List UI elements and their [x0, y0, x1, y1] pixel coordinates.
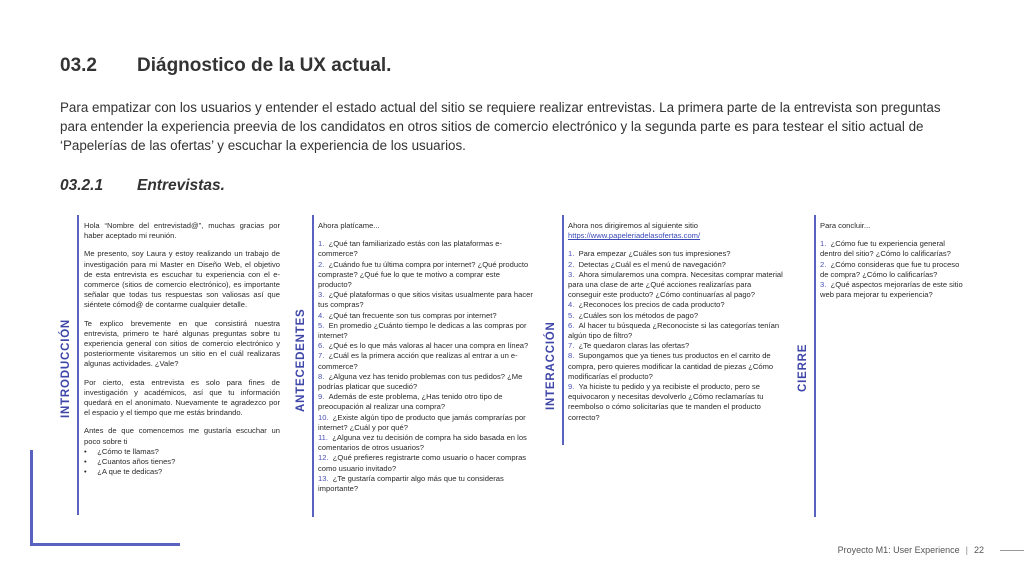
antecedentes-column [318, 221, 533, 494]
question-item [568, 300, 783, 310]
question-item [318, 474, 533, 494]
question-number: 6. [318, 341, 325, 351]
question-number: 3. [568, 269, 575, 279]
question-item [568, 311, 783, 321]
question-text: En promedio ¿Cuánto tiempo le dedicas a las compras por internet? [318, 320, 527, 341]
question-number: 2. [318, 259, 325, 269]
question-number: 5. [318, 320, 325, 330]
question-number: 4. [568, 300, 575, 310]
interaccion-heading: Ahora nos dirigiremos al siguiente sitio https://www.papeleriadelasofertas.com/ [568, 221, 701, 241]
question-number: 3. [820, 280, 827, 290]
cierre-heading: Para concluir... [820, 221, 871, 230]
introduccion-paragraph: Me presento, soy Laura y estoy realizando un trabajo de investigación para mi Master en Diseño Web, el objetivo de esta entrevista es escuchar tu experiencia con el e-commerce (sitios de comercio electrónico), es importante señalar que todas tus respuestas son valiosas así que siéntete cómod@ de contarme cualquier detalle. [84, 249, 280, 310]
introduccion-paragraph: Antes de que comencemos me gustaría escuchar un poco sobre ti [84, 426, 280, 446]
introduccion-column [84, 221, 280, 477]
question-item [820, 260, 968, 280]
footer-line [1000, 550, 1024, 551]
question-item [568, 382, 783, 423]
question-text: Ya hiciste tu pedido y ya recibiste el producto, pero se equivocaron y necesitas devolverlo ¿Cómo reclamarías tu reembolso o cómo solicitarías que te manden el producto correcto? [568, 382, 764, 422]
question-text: ¿Cómo consideras que fue tu proceso de compra? ¿Cómo lo calificarías? [820, 259, 960, 279]
question-text: ¿Qué tan frecuente son tus compras por internet? [328, 310, 497, 320]
bullet-dot-icon: • [84, 446, 87, 456]
question-item [568, 321, 783, 341]
question-item [318, 260, 533, 291]
question-text: ¿Qué aspectos mejorarías de este sitio web para mejorar tu experiencia? [820, 280, 963, 300]
antecedentes-heading: Ahora platícame... [318, 221, 380, 230]
question-number: 10. [318, 412, 329, 422]
question-text: ¿Qué plataformas o que sitios visitas usualmente para hacer tus compras? [318, 290, 533, 310]
introduccion-paragraph: Por cierto, esta entrevista es solo para fines de investigación y académicos, así que tu información quedará en el anonimato. Nuevamente te agradezco por el espacio y el tiempo que me estás brindando. [84, 377, 280, 418]
introduccion-bullets [84, 447, 280, 478]
question-number: 9. [568, 382, 575, 392]
question-text: ¿Qué es lo que más valoras al hacer una compra en línea? [328, 341, 529, 351]
question-number: 7. [568, 341, 575, 351]
question-item [820, 280, 968, 300]
antecedentes-divider [312, 215, 314, 517]
question-text: Para empezar ¿Cuáles son tus impresiones? [578, 249, 731, 259]
antecedentes-list [318, 239, 533, 494]
intro-paragraph: Para empatizar con los usuarios y entender el estado actual del sitio se requiere realizar entrevistas. La primera parte de la entrevista son preguntas para entender la experiencia preevia de los candidatos en otros sitios de comercio electrónico y la segunda parte es para testear el sitio actual de ‘Papelerías de las ofertas’ y escuchar la experiencia de los usuarios. [60, 100, 941, 153]
question-number: 5. [568, 310, 575, 320]
interaccion-label: INTERACCIÓN [545, 321, 557, 410]
question-item [318, 413, 533, 433]
cierre-list [820, 239, 968, 300]
question-text: ¿Alguna vez has tenido problemas con tus pedidos? ¿Me podrías platicar que sucedió? [318, 371, 523, 392]
footer [838, 545, 984, 555]
question-number: 2. [568, 259, 575, 269]
question-text: Ahora simularemos una compra. Necesitas comprar material para una clase de arte ¿Qué acciones realizarías para conseguir este producto? ¿Cómo continuarías al pago? [568, 269, 783, 300]
question-item [318, 351, 533, 371]
question-number: 2. [820, 259, 827, 269]
introduccion-label: INTRODUCCIÓN [60, 318, 72, 418]
subsection-title: Entrevistas. [137, 177, 225, 194]
corner-horizontal-line [30, 543, 180, 546]
question-item [568, 341, 783, 351]
question-number: 1. [318, 239, 325, 249]
question-item [568, 249, 783, 259]
footer-page-number: 22 [973, 545, 984, 555]
question-text: ¿Reconoces los precios de cada producto? [578, 300, 725, 310]
question-number: 6. [568, 320, 575, 330]
question-text: Supongamos que ya tienes tus productos en el carrito de compra, pero quieres modificar la cantidad de piezas ¿Cómo modificarías el producto? [568, 351, 774, 381]
bullet-item: • ¿Cómo te llamas? [84, 446, 159, 456]
question-item [318, 392, 533, 412]
cierre-label: CIERRE [797, 343, 809, 392]
question-number: 8. [568, 351, 575, 361]
question-number: 7. [318, 351, 325, 361]
footer-project: Proyecto M1: User Experience [837, 545, 960, 555]
question-text: Detectas ¿Cuál es el menú de navegación? [578, 259, 726, 269]
introduccion-divider [77, 215, 79, 515]
question-text: ¿Qué tan familiarizado estás con las plataformas e-commerce? [318, 239, 503, 259]
question-text: ¿Cómo fue tu experiencia general dentro del sitio? ¿Cómo lo calificarías? [820, 239, 951, 259]
question-item [568, 260, 783, 270]
section-title: Diágnostico de la UX actual. [137, 55, 392, 76]
introduccion-paragraph: Te explico brevemente en que consistirá nuestra entrevista, primero te haré algunas preguntas sobre tu experiencia general con sitios de comercio electrónico y posteriormente visitaremos un sitio en el cuál realizaras algunas actividades. ¿Vale? [84, 318, 280, 369]
question-item [318, 290, 533, 310]
question-number: 1. [820, 239, 827, 249]
question-number: 11. [318, 433, 328, 443]
question-item [318, 453, 533, 473]
question-text: ¿Te quedaron claras las ofertas? [578, 341, 690, 351]
question-text: ¿Cuándo fue tu última compra por internet? ¿Qué producto compraste? ¿Qué fue lo que te motivo a comprar este producto? [318, 259, 529, 290]
question-text: ¿Cuáles son los métodos de pago? [578, 310, 699, 320]
question-item [318, 341, 533, 351]
question-text: Al hacer tu búsqueda ¿Reconociste si las categorías tenían algún tipo de filtro? [568, 320, 780, 341]
question-number: 4. [318, 310, 325, 320]
question-number: 9. [318, 392, 325, 402]
site-link[interactable]: https://www.papeleriadelasofertas.com/ [568, 231, 701, 241]
antecedentes-label: ANTECEDENTES [295, 308, 307, 412]
question-number: 13. [318, 473, 329, 483]
cierre-column [820, 221, 968, 300]
question-item [318, 239, 533, 259]
subsection-number: 03.2.1 [60, 177, 104, 194]
footer-separator: | [965, 545, 968, 555]
bullet-item: • ¿Cuantos años tienes? [84, 457, 176, 467]
question-item [318, 372, 533, 392]
interaccion-divider [562, 215, 564, 445]
interaccion-column [568, 221, 783, 423]
question-number: 1. [568, 249, 575, 259]
question-text: Además de este problema, ¿Has tenido otro tipo de preocupación al realizar una compra? [318, 392, 503, 412]
question-item [318, 433, 533, 453]
question-text: ¿Qué prefieres registrarte como usuario o hacer compras como usuario invitado? [318, 453, 527, 473]
question-item [568, 351, 783, 382]
question-number: 3. [318, 290, 325, 300]
bullet-dot-icon: • [84, 457, 87, 467]
bullet-dot-icon: • [84, 467, 87, 477]
question-number: 8. [318, 371, 325, 381]
question-text: ¿Existe algún tipo de producto que jamás comprarías por internet? ¿Cuál y por qué? [318, 412, 526, 432]
question-item [568, 270, 783, 301]
question-item [318, 311, 533, 321]
corner-vertical-line [30, 450, 33, 546]
cierre-divider [814, 215, 816, 517]
question-item [820, 239, 968, 259]
bullet-item: • ¿A que te dedicas? [84, 467, 163, 477]
question-number: 12. [318, 453, 329, 463]
section-number: 03.2 [60, 55, 97, 76]
question-item [318, 321, 533, 341]
interaccion-list [568, 249, 783, 422]
question-text: ¿Alguna vez tu decisión de compra ha sido basada en los comentarios de otros usuarios? [318, 433, 527, 453]
question-text: ¿Te gustaría compartir algo más que tu consideras importante? [318, 473, 504, 494]
question-text: ¿Cuál es la primera acción que realizas al entrar a un e-commerce? [318, 351, 518, 371]
introduccion-paragraph: Hola “Nombre del entrevistad@”, muchas gracias por haber aceptado mi reunión. [84, 221, 280, 241]
